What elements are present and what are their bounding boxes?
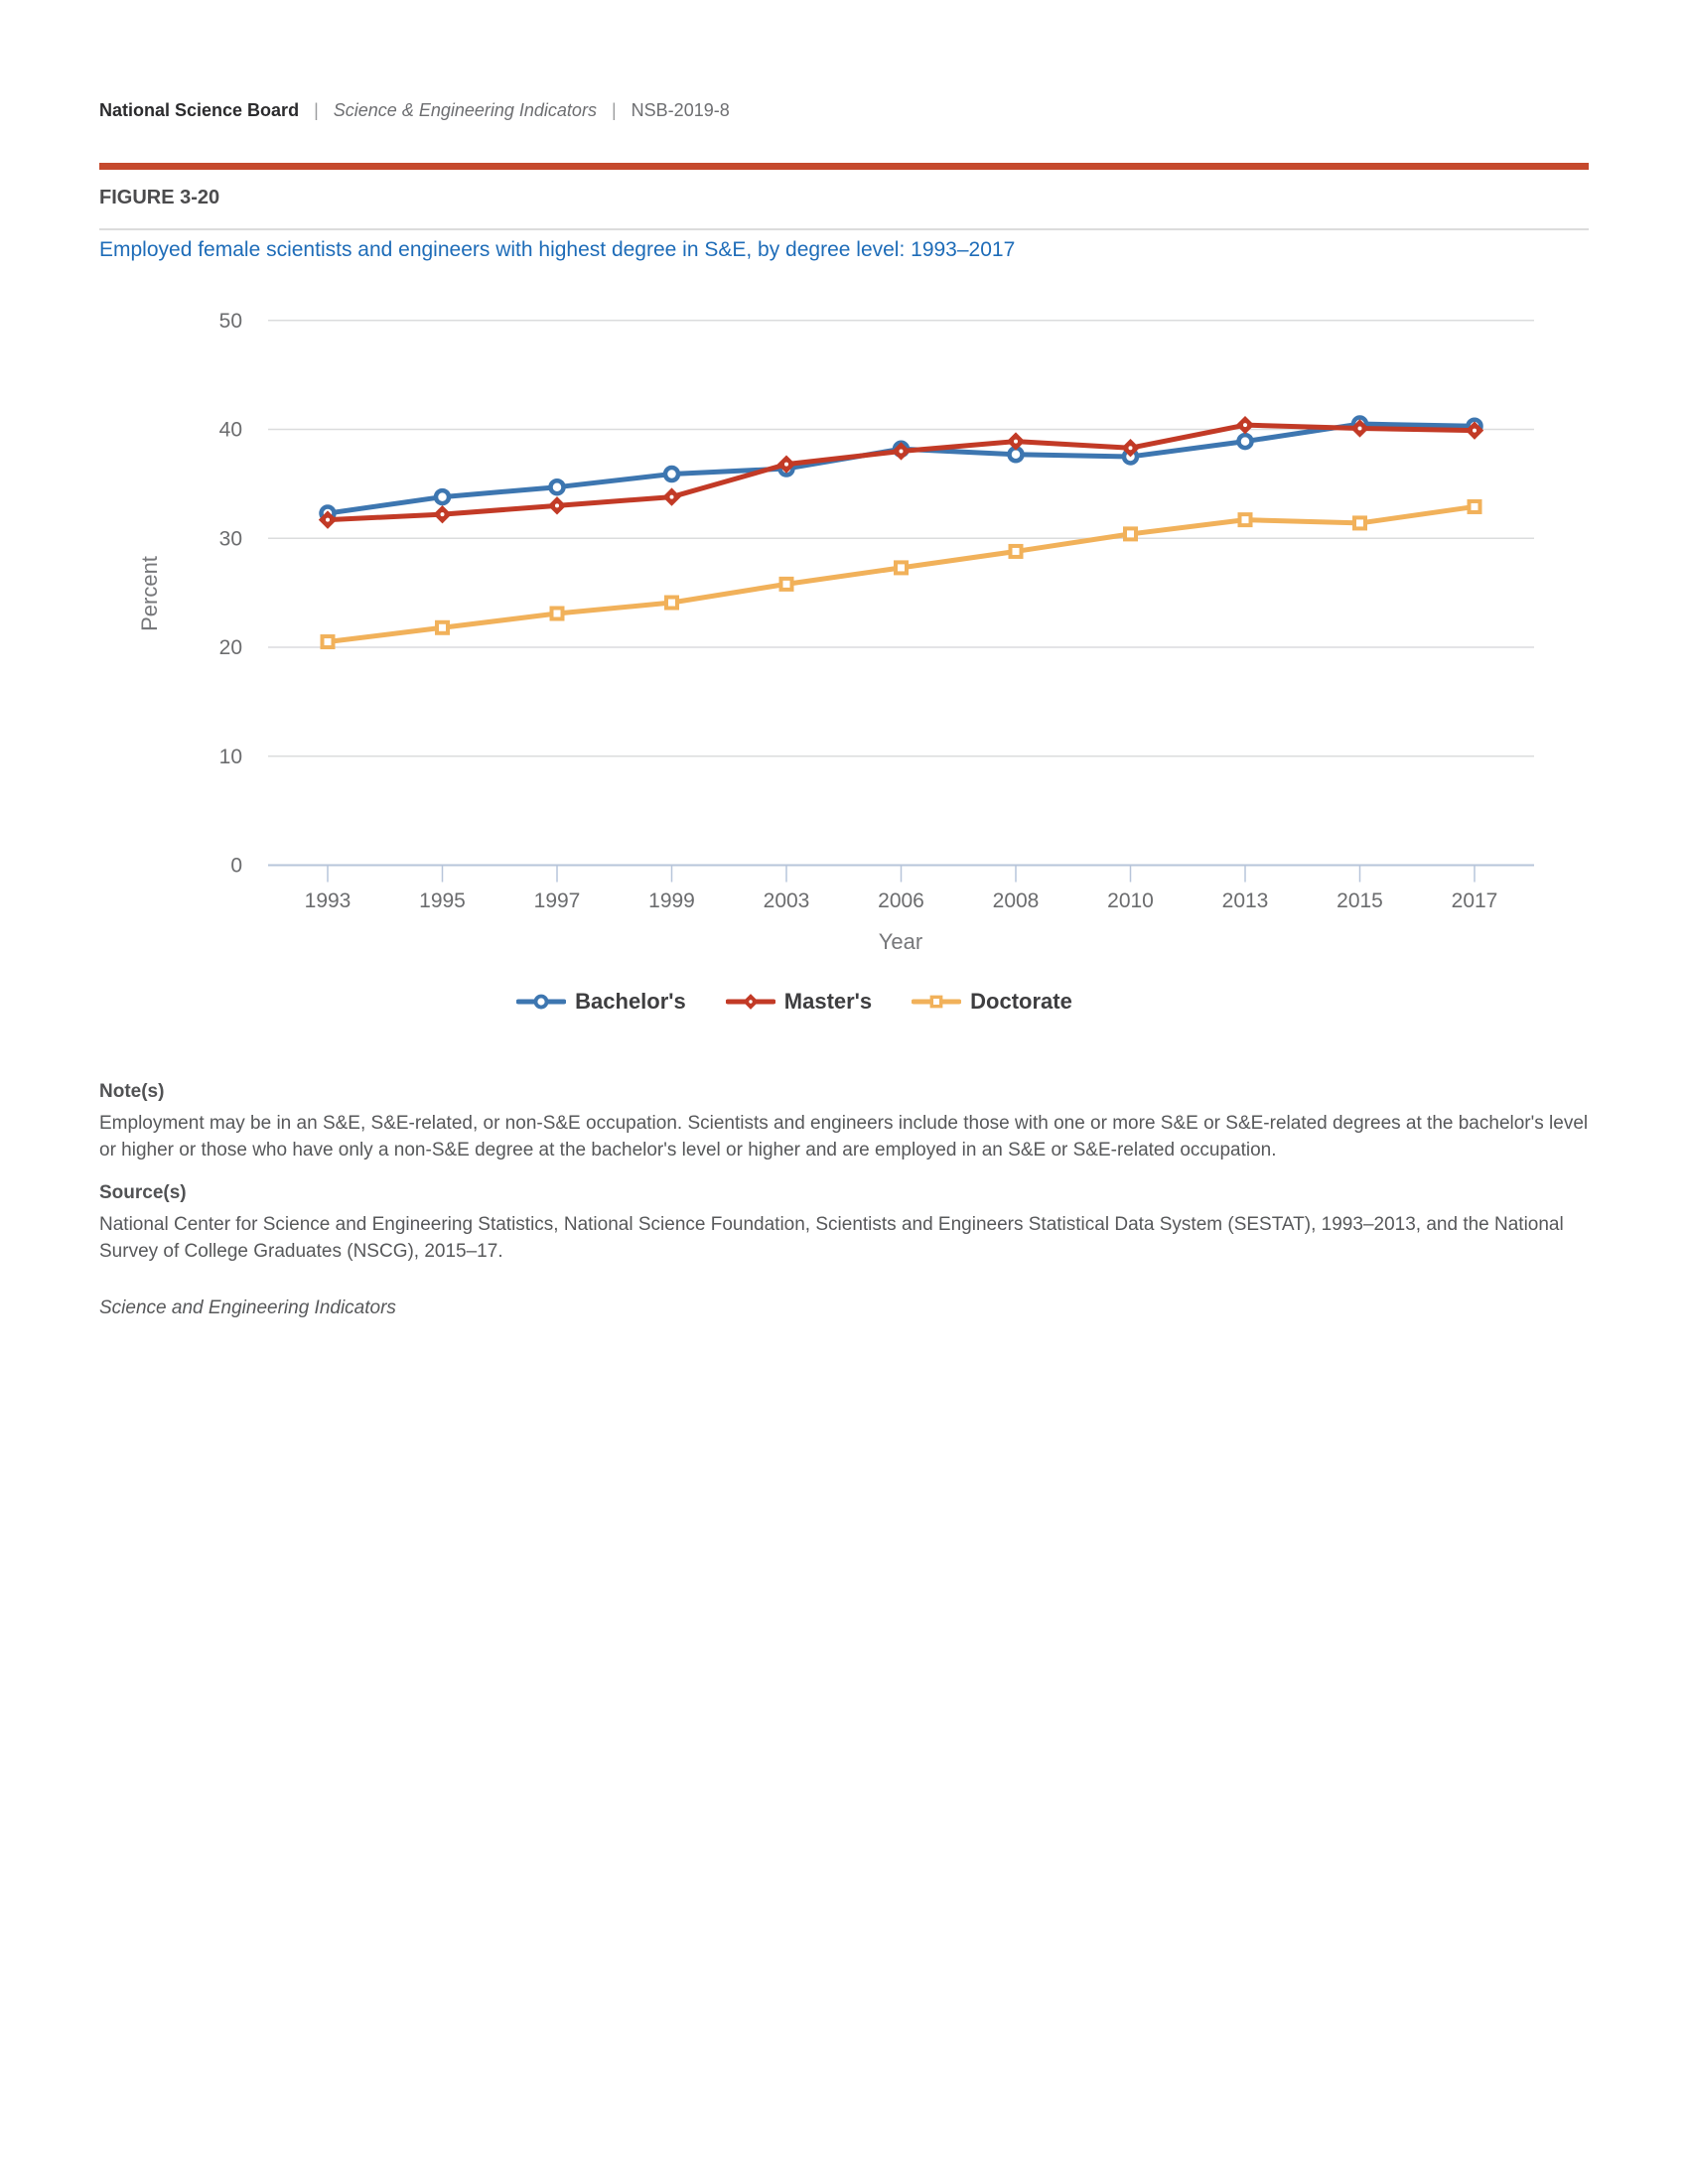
x-tick-label: 1997 (533, 889, 581, 912)
series-doctorate (323, 501, 1480, 647)
data-point (1011, 546, 1022, 557)
y-tick-label: 20 (218, 636, 242, 660)
sources-heading: Source(s) (99, 1182, 187, 1203)
data-point (1354, 517, 1365, 528)
data-point-center (784, 463, 788, 467)
y-tick-label: 0 (230, 854, 242, 878)
data-point (536, 996, 547, 1007)
data-point (436, 490, 449, 503)
y-gridlines (268, 321, 1534, 866)
chart-legend (10, 989, 1579, 1015)
legend-label: Bachelor's (575, 989, 686, 1014)
footer-publication: Science and Engineering Indicators (99, 1297, 396, 1318)
x-tick-label: 2013 (1221, 889, 1269, 912)
series-line-master-s (328, 425, 1475, 519)
data-point-center (441, 512, 445, 516)
data-point-center (900, 449, 904, 453)
x-tick-label: 1993 (304, 889, 352, 912)
data-point-center (1358, 426, 1362, 430)
legend-marker-doctorate (912, 992, 961, 1012)
data-point-center (749, 1000, 752, 1003)
data-point-center (1014, 440, 1018, 444)
data-point (665, 468, 678, 480)
data-point-center (1473, 429, 1477, 433)
data-point (552, 609, 563, 619)
data-point-center (555, 503, 559, 507)
notes-section (99, 1078, 1594, 1321)
y-tick-label: 50 (218, 309, 242, 333)
series-line-bachelor-s (328, 424, 1475, 513)
legend-marker-bachelor-s (516, 992, 566, 1012)
figure-label: FIGURE 3-20 (99, 187, 220, 208)
data-point-center (326, 518, 330, 522)
x-tick-label: 2017 (1451, 889, 1498, 912)
x-tick-label: 2015 (1336, 889, 1383, 912)
data-point-center (670, 495, 674, 499)
y-tick-label: 30 (218, 527, 242, 551)
series-bachelor-s (322, 418, 1481, 520)
x-tick-label: 1999 (648, 889, 695, 912)
header-separator-2: | (611, 100, 617, 120)
data-point (666, 598, 677, 609)
data-point (781, 579, 792, 590)
data-point (1125, 528, 1136, 539)
sources-body: National Center for Science and Engineering Statistics, National Science Foundation, Scientists and Engineers Statistical Data System (SESTAT), 1993–2013, and the National Survey of College Graduates (NSCG), 2015–17. (99, 1214, 1564, 1262)
x-axis-title: Year (878, 929, 923, 954)
x-tick-label: 1995 (419, 889, 466, 912)
data-point (323, 636, 334, 647)
data-point (551, 480, 564, 493)
data-point (1239, 435, 1252, 448)
notes-body: Employment may be in an S&E, S&E-related, or non-S&E occupation. Scientists and engineers include those with one or more S&E or S&E-related degrees at the bachelor's level or higher or those who have only a non-S&E degree at the bachelor's level or higher and are employed in an S&E or S&E-related occupation. (99, 1113, 1589, 1160)
x-tick-label: 2003 (763, 889, 810, 912)
legend-label: Master's (783, 989, 873, 1014)
x-tick-label: 2006 (878, 889, 924, 912)
legend-marker-master-s (726, 992, 775, 1012)
data-point (931, 997, 940, 1006)
publication-name: Science & Engineering Indicators (333, 100, 597, 120)
data-point-center (1129, 446, 1133, 450)
legend-label: Doctorate (970, 989, 1072, 1014)
chart-title: Employed female scientists and engineers with highest degree in S&E, by degree level: 1993–2017 (99, 238, 1016, 261)
data-point (896, 562, 907, 573)
data-point (1240, 514, 1251, 525)
x-tick-label: 2008 (992, 889, 1040, 912)
legend-item-bachelor-s[interactable] (516, 989, 686, 1015)
line-chart (0, 0, 1688, 1072)
legend-item-doctorate[interactable] (912, 989, 1072, 1015)
y-axis-title: Percent (137, 556, 162, 631)
y-tick-label: 10 (218, 745, 242, 768)
x-tick-label: 2010 (1107, 889, 1154, 912)
notes-heading: Note(s) (99, 1081, 165, 1102)
data-point (1470, 501, 1480, 512)
x-axis (305, 867, 1498, 913)
report-id: NSB-2019-8 (631, 100, 730, 120)
data-point-center (1243, 423, 1247, 427)
brand-name: National Science Board (99, 100, 300, 120)
y-tick-label: 40 (218, 418, 242, 442)
data-point (437, 622, 448, 633)
header-separator: | (314, 100, 319, 120)
legend-item-master-s[interactable] (726, 989, 872, 1015)
